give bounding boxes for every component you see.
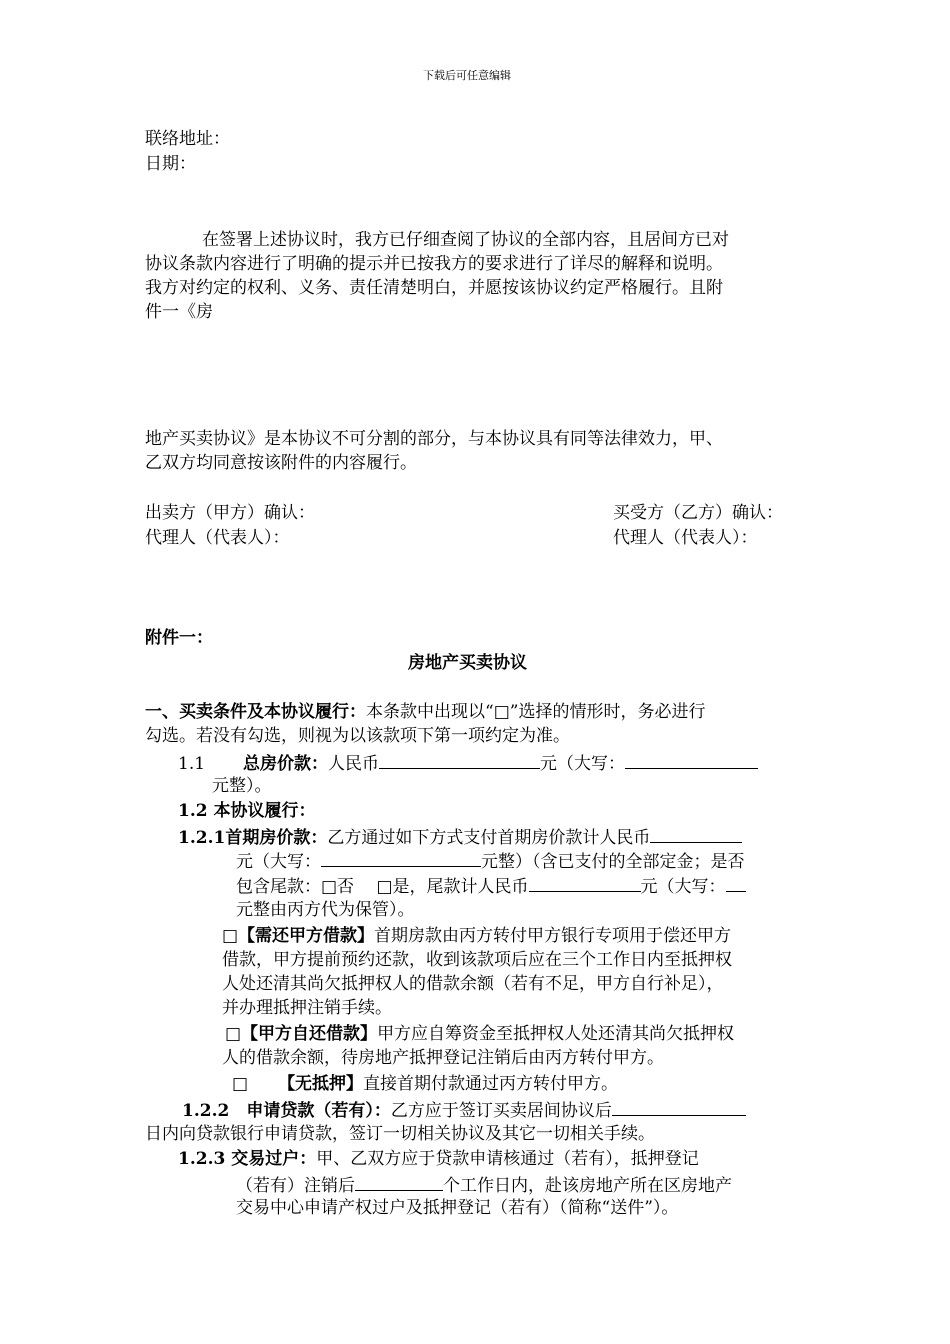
clause-1-2-3-line-2: [236, 1172, 732, 1198]
clause-1-2-2-line-1: [182, 1097, 746, 1123]
option-seller-self-repay-text-2: 人的借款余额，待房地产抵押登记注销后由丙方转付甲方。: [222, 1048, 664, 1068]
clause-1-2-1-text-f: 元整由丙方代为保管）。: [236, 900, 415, 920]
option-no-mortgage-checkbox: □: [232, 1074, 249, 1094]
annex-label: 附件一：: [145, 628, 213, 648]
seller-agent-label: 代理人（代表人）：: [145, 528, 290, 548]
statement-line-5: 地产买卖协议》是本协议不可分割的部分，与本协议具有同等法律效力，甲、: [145, 429, 723, 449]
clause-1-2-3-text-d: 交易中心申请产权过户及抵押登记（若有）（简称“送件”）。: [236, 1198, 679, 1218]
option-seller-self-repay-text-1: 甲方应自筹资金至抵押权人处还清其尚欠抵押权: [377, 1024, 735, 1044]
clause-1-2-1-text-d: 包含尾款：□否 □是，尾款计人民币: [236, 877, 529, 897]
clause-1-1-line: [178, 750, 758, 776]
contact-date-label: 日期：: [145, 154, 196, 174]
clause-1-1-text-c: 元整）。: [212, 776, 272, 796]
section1-intro-line-1: [145, 700, 705, 724]
option-seller-self-repay-label: □【甲方自还借款】: [225, 1024, 378, 1044]
option-repay-seller-loan-label: □【需还甲方借款】: [222, 926, 375, 946]
clause-1-2-3-text-a: 甲、乙双方应于贷款申请核通过（若有），抵押登记: [316, 1149, 699, 1169]
option-repay-seller-loan-text-3: 人处还清其尚欠抵押权人的借款余额（若有不足，甲方自行补足），: [222, 974, 724, 994]
clause-1-1-text-b: 元（大写：: [540, 754, 626, 774]
seller-confirm-label: 出卖方（甲方）确认：: [145, 503, 315, 523]
clause-1-2-3-text-c: 个工作日内，赴该房地产所在区房地产: [443, 1176, 732, 1196]
clause-1-2-2-label: 1.2.2 申请贷款（若有）：: [182, 1101, 391, 1121]
section1-heading: 一、买卖条件及本协议履行：: [145, 702, 366, 722]
statement-line-3: 我方对约定的权利、义务、责任清楚明白，并愿按该协议约定严格履行。且附: [145, 278, 723, 298]
option-repay-seller-loan-text-2: 借款，甲方提前预约还款，收到该款项后应在三个工作日内至抵押权: [222, 950, 732, 970]
statement-line-4: 件一《房: [145, 302, 213, 322]
clause-1-2-2-text-b: 日内向贷款银行申请贷款，签订一切相关协议及其它一切相关手续。: [145, 1124, 655, 1144]
option-repay-seller-loan-text-4: 并办理抵押注销手续。: [222, 998, 392, 1018]
clause-1-2-1-text-e: 元（大写：: [640, 877, 726, 897]
page-header: 下载后可任意编辑: [423, 69, 511, 82]
clause-1-2-1-number: 1.2.1: [178, 828, 226, 848]
section1-intro-line-2: 勾选。若没有勾选，则视为以该款项下第一项约定为准。: [145, 726, 570, 746]
clause-1-1-label: 总房价款：: [243, 754, 329, 774]
clause-1-1-text-a: 人民币: [328, 754, 380, 774]
clause-1-2-3-line-1: [178, 1147, 699, 1171]
clause-1-2-3-label: 1.2.3 交易过户：: [178, 1149, 317, 1169]
clause-1-2-1-text-b: 元（大写：: [236, 852, 321, 872]
statement-line-6: 乙双方均同意按该附件的内容履行。: [145, 453, 417, 473]
loan-application-days-blank: [612, 1097, 746, 1116]
buyer-agent-label: 代理人（代表人）：: [613, 528, 758, 548]
section1-intro-text: 本条款中出现以“□”选择的情形时，务必进行: [366, 702, 706, 722]
clause-1-2-1-text-c: 元整）（含已支付的全部定金；是否: [481, 852, 745, 872]
option-no-mortgage-text: 直接首期付款通过丙方转付甲方。: [363, 1074, 619, 1094]
clause-1-1-number: 1.1: [178, 754, 206, 774]
clause-1-2-1-label: 首期房价款：: [225, 828, 328, 848]
contact-address-label: 联络地址：: [145, 129, 230, 149]
clause-1-2-1-text-a: 乙方通过如下方式支付首期房价款计人民币: [327, 828, 651, 848]
option-repay-seller-loan-text-1: 首期房款由丙方转付甲方银行专项用于偿还甲方: [374, 926, 732, 946]
option-no-mortgage-line: [232, 1072, 618, 1096]
clause-1-2-2-text-a: 乙方应于签订买卖居间协议后: [390, 1101, 612, 1121]
clause-1-2-heading: 1.2 本协议履行：: [178, 801, 316, 821]
buyer-confirm-label: 买受方（乙方）确认：: [613, 503, 783, 523]
option-repay-seller-loan-line-1: [222, 924, 731, 948]
annex-title: 房地产买卖协议: [408, 653, 527, 673]
clause-1-2-1-line-3: [236, 873, 746, 899]
total-price-uppercase-blank: [625, 750, 758, 769]
clause-1-2-1-line-1: [178, 824, 742, 850]
clause-1-2-1-line-2: [236, 848, 745, 874]
balance-uppercase-blank: [726, 873, 746, 892]
statement-line-2: 协议条款内容进行了明确的提示并已按我方的要求进行了详尽的解释和说明。: [145, 254, 723, 274]
clause-1-2-3-text-b: （若有）注销后: [236, 1176, 355, 1196]
down-payment-blank: [650, 824, 742, 843]
transfer-days-blank: [355, 1172, 443, 1191]
balance-amount-blank: [529, 873, 641, 892]
total-price-blank: [379, 750, 540, 769]
option-no-mortgage-label: 【无抵押】: [278, 1074, 364, 1094]
option-seller-self-repay-line-1: [225, 1022, 734, 1046]
down-payment-uppercase-blank: [321, 848, 481, 867]
statement-line-1: 在签署上述协议时，我方已仔细查阅了协议的全部内容，且居间方已对: [202, 230, 729, 250]
